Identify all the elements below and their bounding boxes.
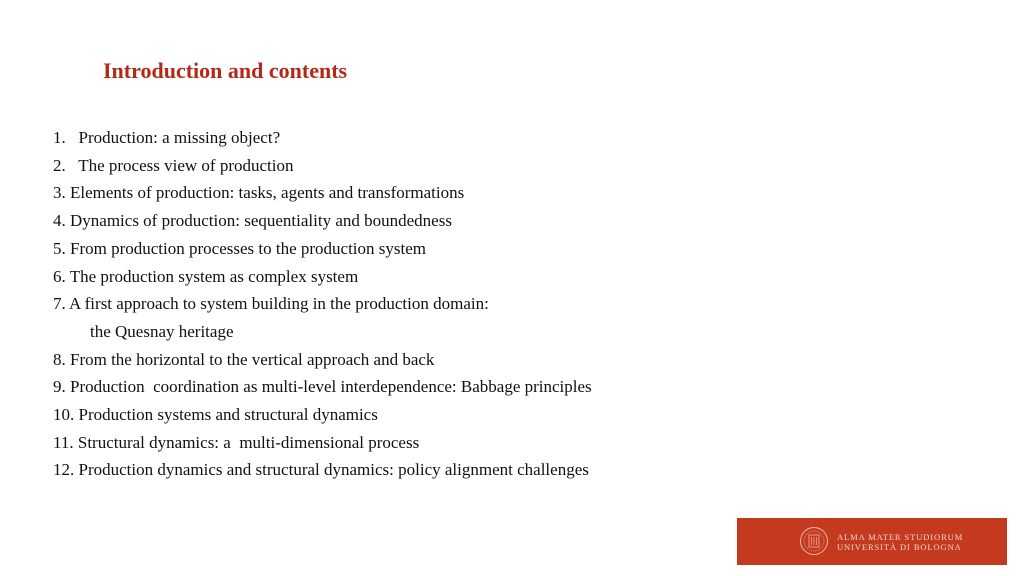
- contents-item: 4. Dynamics of production: sequentiality and boundedness: [53, 211, 452, 231]
- contents-item: 2. The process view of production: [53, 155, 294, 175]
- logo-line-1: ALMA MATER STUDIORUM: [837, 532, 964, 542]
- contents-item: 8. From the horizontal to the vertical approach and back: [53, 349, 435, 369]
- contents-item: 1. Production: a missing object?: [53, 128, 281, 147]
- contents-item: 6. The production system as complex system: [53, 266, 359, 286]
- university-logo: [737, 518, 1007, 565]
- contents-item: 12. Production dynamics and structural dynamics: policy alignment challenges: [53, 460, 589, 480]
- contents-item: 11. Structural dynamics: a multi-dimensional process: [53, 432, 420, 452]
- university-seal-icon: [799, 526, 829, 556]
- slide-title: Introduction and contents: [103, 58, 348, 83]
- contents-list: [53, 124, 592, 484]
- contents-item: 5. From production processes to the production system: [53, 238, 427, 258]
- contents-item: 10. Production systems and structural dynamics: [53, 405, 378, 425]
- logo-line-2: UNIVERSITÀ DI BOLOGNA: [837, 542, 962, 552]
- contents-item: 7. A first approach to system building in the production domain:: [53, 294, 489, 314]
- university-name: [837, 532, 963, 552]
- contents-item: 3. Elements of production: tasks, agents and transformations: [53, 183, 465, 203]
- contents-item-continuation: the Quesnay heritage: [90, 321, 234, 341]
- contents-item: 9. Production coordination as multi-level interdependence: Babbage principles: [53, 377, 592, 397]
